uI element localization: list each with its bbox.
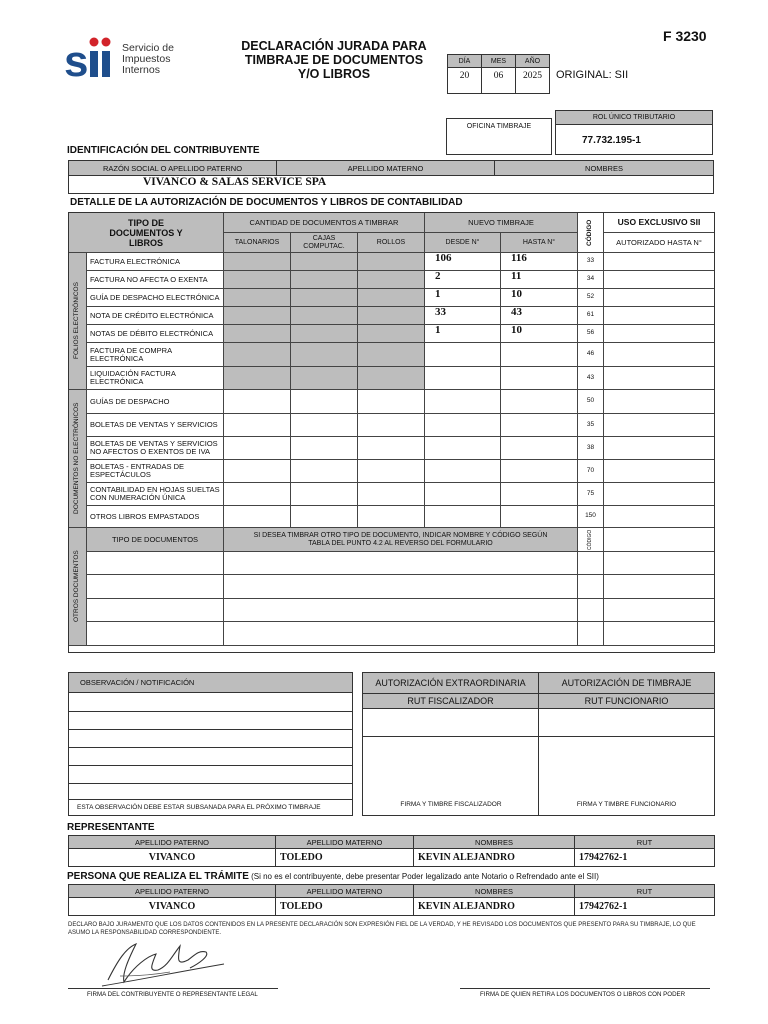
talonarios-field[interactable] bbox=[224, 271, 291, 289]
autorizado-header: AUTORIZADO HASTA N° bbox=[604, 233, 715, 253]
original-label: ORIGINAL: SII bbox=[556, 69, 629, 81]
document-code: 56 bbox=[578, 325, 604, 343]
cajas-field[interactable] bbox=[291, 271, 358, 289]
rut-box[interactable] bbox=[555, 110, 713, 155]
rollos-field[interactable] bbox=[358, 367, 425, 390]
hasta-field[interactable] bbox=[501, 460, 578, 483]
hasta-field[interactable]: 116 bbox=[501, 253, 578, 271]
cajas-field[interactable] bbox=[291, 307, 358, 325]
rep-rut-value[interactable]: 17942762-1 bbox=[575, 849, 715, 867]
autorizado-field[interactable] bbox=[604, 437, 715, 460]
talonarios-field[interactable] bbox=[224, 460, 291, 483]
document-code: 50 bbox=[578, 390, 604, 414]
document-type-label: NOTA DE CRÉDITO ELECTRÓNICA bbox=[87, 307, 224, 325]
autorizacion-extraordinaria-header: AUTORIZACIÓN EXTRAORDINARIA bbox=[363, 673, 539, 694]
otros-nombre-field[interactable] bbox=[224, 599, 578, 622]
autorizacion-timbraje-header: AUTORIZACIÓN DE TIMBRAJE bbox=[539, 673, 714, 694]
cajas-field[interactable] bbox=[291, 289, 358, 307]
desde-header: DESDE N° bbox=[425, 233, 501, 253]
otros-uso-field[interactable] bbox=[604, 528, 715, 552]
document-code: 43 bbox=[578, 367, 604, 390]
rut-value: 77.732.195-1 bbox=[582, 135, 641, 146]
cajas-field[interactable] bbox=[291, 253, 358, 271]
document-type-label: BOLETAS - ENTRADAS DE ESPECTÁCULOS bbox=[87, 460, 224, 483]
cajas-field[interactable] bbox=[291, 483, 358, 506]
otros-tipo-header: TIPO DE DOCUMENTOS bbox=[87, 528, 224, 552]
day-value[interactable]: 20 bbox=[448, 68, 482, 93]
desde-field[interactable]: 1 bbox=[425, 289, 501, 307]
document-code: 33 bbox=[578, 253, 604, 271]
document-code: 61 bbox=[578, 307, 604, 325]
detalle-title: DETALLE DE LA AUTORIZACIÓN DE DOCUMENTOS Y LIBROS DE CONTABILIDAD bbox=[70, 197, 463, 208]
autorizado-field[interactable] bbox=[604, 289, 715, 307]
document-type-label: FACTURA ELECTRÓNICA bbox=[87, 253, 224, 271]
document-type-label: OTROS LIBROS EMPASTADOS bbox=[87, 506, 224, 528]
document-type-label: GUÍAS DE DESPACHO bbox=[87, 390, 224, 414]
desde-field[interactable] bbox=[425, 506, 501, 528]
autorizacion-box bbox=[362, 672, 715, 816]
otros-tipo-field[interactable] bbox=[87, 599, 224, 622]
observacion-line[interactable] bbox=[69, 748, 352, 766]
hasta-field[interactable] bbox=[501, 483, 578, 506]
autorizado-field[interactable] bbox=[604, 325, 715, 343]
otros-codigo-field[interactable] bbox=[578, 552, 604, 575]
otros-codigo-field[interactable] bbox=[578, 575, 604, 599]
firma-contribuyente-line[interactable] bbox=[68, 988, 278, 989]
rep-apellido-paterno-label: APELLIDO PATERNO bbox=[69, 836, 276, 849]
apellido-materno-label: APELLIDO MATERNO bbox=[277, 161, 495, 176]
observacion-box bbox=[68, 672, 353, 816]
rep-nombres-label: NOMBRES bbox=[414, 836, 575, 849]
document-code: 34 bbox=[578, 271, 604, 289]
cajas-field[interactable] bbox=[291, 390, 358, 414]
talonarios-header: TALONARIOS bbox=[224, 233, 291, 253]
talonarios-field[interactable] bbox=[224, 483, 291, 506]
firma-retira-label: FIRMA DE QUIEN RETIRA LOS DOCUMENTOS O LIBROS CON PODER bbox=[480, 991, 686, 998]
talonarios-field[interactable] bbox=[224, 437, 291, 460]
otros-nombre-field[interactable] bbox=[224, 575, 578, 599]
desde-field[interactable] bbox=[425, 460, 501, 483]
documentos-no-electronicos-label: DOCUMENTOS NO ELECTRÓNICOS bbox=[73, 402, 81, 515]
tramite-title: PERSONA QUE REALIZA EL TRÁMITE bbox=[67, 871, 249, 882]
tram-apellido-paterno-label: APELLIDO PATERNO bbox=[69, 885, 276, 898]
sii-logo-mark bbox=[64, 36, 120, 82]
cajas-header: CAJAS COMPUTAC. bbox=[291, 233, 358, 253]
desde-field[interactable]: 2 bbox=[425, 271, 501, 289]
talonarios-field[interactable] bbox=[224, 325, 291, 343]
observacion-footer: ESTA OBSERVACIÓN DEBE ESTAR SUBSANADA PARA EL PRÓXIMO TIMBRAJE bbox=[77, 804, 321, 811]
document-code: 46 bbox=[578, 343, 604, 367]
rollos-field[interactable] bbox=[358, 253, 425, 271]
contribuyente-title: IDENTIFICACIÓN DEL CONTRIBUYENTE bbox=[67, 145, 260, 156]
otros-codigo-field[interactable] bbox=[578, 622, 604, 646]
cajas-field[interactable] bbox=[291, 325, 358, 343]
date-box bbox=[447, 54, 550, 94]
rep-apellido-paterno-value[interactable]: VIVANCO bbox=[69, 849, 276, 867]
razon-social-value[interactable]: VIVANCO & SALAS SERVICE SPA bbox=[143, 176, 327, 188]
sii-logo-text: Servicio de Impuestos Internos bbox=[122, 42, 174, 76]
nuevo-timbraje-header: NUEVO TIMBRAJE bbox=[425, 213, 578, 233]
rollos-field[interactable] bbox=[358, 271, 425, 289]
autorizado-field[interactable] bbox=[604, 390, 715, 414]
autorizado-field[interactable] bbox=[604, 483, 715, 506]
oficina-timbraje-label: OFICINA TIMBRAJE bbox=[466, 123, 532, 130]
hasta-field[interactable] bbox=[501, 367, 578, 390]
sii-logo bbox=[64, 36, 194, 82]
rollos-field[interactable] bbox=[358, 437, 425, 460]
cajas-field[interactable] bbox=[291, 460, 358, 483]
rollos-field[interactable] bbox=[358, 325, 425, 343]
tramite-note: (Si no es el contribuyente, debe presentar Poder legalizado ante Notario o Refrendado ante el SII) bbox=[251, 872, 599, 881]
tramite-table bbox=[68, 884, 715, 916]
form-title: DECLARACIÓN JURADA PARA TIMBRAJE DE DOCUMENTOS Y/O LIBROS bbox=[241, 39, 427, 81]
desde-field[interactable]: 1 bbox=[425, 325, 501, 343]
hasta-header: HASTA N° bbox=[501, 233, 578, 253]
cajas-field[interactable] bbox=[291, 414, 358, 437]
desde-field[interactable] bbox=[425, 437, 501, 460]
desde-field[interactable] bbox=[425, 414, 501, 437]
tram-rut-value[interactable]: 17942762-1 bbox=[575, 898, 715, 916]
document-code: 52 bbox=[578, 289, 604, 307]
desde-field[interactable] bbox=[425, 343, 501, 367]
day-label: DÍA bbox=[448, 55, 482, 68]
document-code: 150 bbox=[578, 506, 604, 528]
desde-field[interactable] bbox=[425, 367, 501, 390]
talonarios-field[interactable] bbox=[224, 343, 291, 367]
rollos-field[interactable] bbox=[358, 307, 425, 325]
group-column bbox=[69, 528, 87, 646]
hasta-field[interactable] bbox=[501, 437, 578, 460]
autorizado-field[interactable] bbox=[604, 414, 715, 437]
otros-tipo-field[interactable] bbox=[87, 552, 224, 575]
rollos-field[interactable] bbox=[358, 343, 425, 367]
rep-nombres-value[interactable]: KEVIN ALEJANDRO bbox=[414, 849, 575, 867]
firma-retira-line[interactable] bbox=[460, 988, 710, 989]
hasta-field[interactable]: 10 bbox=[501, 289, 578, 307]
otros-codigo-header bbox=[578, 528, 604, 552]
otros-tipo-field[interactable] bbox=[87, 622, 224, 646]
rut-fiscalizador-label: RUT FISCALIZADOR bbox=[363, 694, 539, 709]
otros-autorizado-field[interactable] bbox=[604, 622, 715, 646]
detalle-table bbox=[68, 212, 714, 652]
group-column bbox=[69, 253, 87, 390]
document-type-label: FACTURA DE COMPRA ELECTRÓNICA bbox=[87, 343, 224, 367]
tram-apellido-materno-label: APELLIDO MATERNO bbox=[276, 885, 414, 898]
desde-field[interactable] bbox=[425, 483, 501, 506]
observacion-line[interactable] bbox=[69, 693, 352, 712]
observacion-line[interactable] bbox=[69, 730, 352, 748]
otros-nombre-field[interactable] bbox=[224, 622, 578, 646]
document-code: 38 bbox=[578, 437, 604, 460]
form-code: F 3230 bbox=[663, 28, 707, 44]
group-column bbox=[69, 390, 87, 528]
oficina-timbraje-box[interactable] bbox=[446, 118, 552, 155]
firma-fiscalizador-label: FIRMA Y TIMBRE FISCALIZADOR bbox=[400, 801, 502, 808]
cajas-field[interactable] bbox=[291, 343, 358, 367]
rollos-field[interactable] bbox=[358, 414, 425, 437]
autorizado-field[interactable] bbox=[604, 307, 715, 325]
otros-autorizado-field[interactable] bbox=[604, 552, 715, 575]
document-type-label: GUÍA DE DESPACHO ELECTRÓNICA bbox=[87, 289, 224, 307]
tram-rut-label: RUT bbox=[575, 885, 715, 898]
rollos-field[interactable] bbox=[358, 289, 425, 307]
hasta-field[interactable] bbox=[501, 506, 578, 528]
rep-apellido-materno-label: APELLIDO MATERNO bbox=[276, 836, 414, 849]
svg-text:s: s bbox=[64, 37, 87, 82]
observacion-label: OBSERVACIÓN / NOTIFICACIÓN bbox=[69, 673, 352, 693]
tram-apellido-paterno-value[interactable]: VIVANCO bbox=[69, 898, 276, 916]
document-code: 70 bbox=[578, 460, 604, 483]
tram-apellido-materno-value[interactable]: TOLEDO bbox=[276, 898, 414, 916]
rep-rut-label: RUT bbox=[575, 836, 715, 849]
talonarios-field[interactable] bbox=[224, 390, 291, 414]
cajas-field[interactable] bbox=[291, 506, 358, 528]
talonarios-field[interactable] bbox=[224, 307, 291, 325]
document-code: 35 bbox=[578, 414, 604, 437]
talonarios-field[interactable] bbox=[224, 367, 291, 390]
hasta-field[interactable] bbox=[501, 414, 578, 437]
otros-codigo-field[interactable] bbox=[578, 599, 604, 622]
tipo-header: TIPO DE DOCUMENTOS Y LIBROS bbox=[69, 213, 224, 253]
document-type-label: BOLETAS DE VENTAS Y SERVICIOS NO AFECTOS O EXENTOS DE IVA bbox=[87, 437, 224, 460]
hasta-field[interactable]: 10 bbox=[501, 325, 578, 343]
talonarios-field[interactable] bbox=[224, 506, 291, 528]
representante-table bbox=[68, 835, 715, 867]
otros-codigo-label: CÓDIGO bbox=[586, 529, 593, 550]
month-value[interactable]: 06 bbox=[482, 68, 516, 93]
observacion-line[interactable] bbox=[69, 766, 352, 784]
hasta-field[interactable] bbox=[501, 343, 578, 367]
tram-nombres-value[interactable]: KEVIN ALEJANDRO bbox=[414, 898, 575, 916]
hasta-field[interactable] bbox=[501, 390, 578, 414]
document-type-label: LIQUIDACIÓN FACTURA ELECTRÓNICA bbox=[87, 367, 224, 390]
cantidad-header: CANTIDAD DE DOCUMENTOS A TIMBRAR bbox=[224, 213, 425, 233]
document-type-label: NOTAS DE DÉBITO ELECTRÓNICA bbox=[87, 325, 224, 343]
year-label: AÑO bbox=[516, 55, 549, 68]
tram-nombres-label: NOMBRES bbox=[414, 885, 575, 898]
folios-electronicos-label: FOLIOS ELECTRÓNICOS bbox=[73, 282, 81, 360]
cajas-field[interactable] bbox=[291, 367, 358, 390]
otros-autorizado-field[interactable] bbox=[604, 575, 715, 599]
year-value[interactable]: 2025 bbox=[523, 71, 542, 81]
otros-instruction: SI DESEA TIMBRAR OTRO TIPO DE DOCUMENTO, INDICAR NOMBRE Y CÓDIGO SEGÚN TABLA DEL PUNTO 4.2 AL REVERSO DEL FORMULARIO bbox=[224, 528, 578, 552]
otros-nombre-field[interactable] bbox=[224, 552, 578, 575]
desde-field[interactable] bbox=[425, 390, 501, 414]
codigo-header: CÓDIGO bbox=[586, 219, 594, 246]
autorizado-field[interactable] bbox=[604, 271, 715, 289]
signature-image bbox=[98, 930, 228, 992]
rut-funcionario-label: RUT FUNCIONARIO bbox=[539, 694, 714, 709]
declaracion-text: DECLARO BAJO JURAMENTO QUE LOS DATOS CONTENIDOS EN LA PRESENTE DECLARACIÓN SON EXPRESIÓN FIEL DE LA VERDAD, Y HE REVISADO LOS DOCUMENTOS QUE PRESENTO PARA SU TIMBRAJE, LO QUE ASUMO LA RESPONSABILIDAD CORRESPONDIENTE. bbox=[68, 922, 696, 936]
document-type-label: FACTURA NO AFECTA O EXENTA bbox=[87, 271, 224, 289]
otros-tipo-field[interactable] bbox=[87, 575, 224, 599]
representante-title: REPRESENTANTE bbox=[67, 822, 155, 833]
firma-funcionario-label: FIRMA Y TIMBRE FUNCIONARIO bbox=[576, 801, 677, 808]
autorizado-field[interactable] bbox=[604, 343, 715, 367]
talonarios-field[interactable] bbox=[224, 289, 291, 307]
document-type-label: CONTABILIDAD EN HOJAS SUELTAS CON NUMERACIÓN ÚNICA bbox=[87, 483, 224, 506]
autorizado-field[interactable] bbox=[604, 506, 715, 528]
rut-fiscalizador-field[interactable] bbox=[363, 709, 539, 737]
nombres-label: NOMBRES bbox=[495, 161, 713, 176]
autorizado-field[interactable] bbox=[604, 367, 715, 390]
rep-apellido-materno-value[interactable]: TOLEDO bbox=[276, 849, 414, 867]
observacion-line[interactable] bbox=[69, 784, 352, 800]
firma-contribuyente-label: FIRMA DEL CONTRIBUYENTE O REPRESENTANTE LEGAL bbox=[87, 991, 258, 998]
document-type-label: BOLETAS DE VENTAS Y SERVICIOS bbox=[87, 414, 224, 437]
rollos-field[interactable] bbox=[358, 506, 425, 528]
contribuyente-box bbox=[68, 160, 714, 194]
rut-funcionario-field[interactable] bbox=[539, 709, 714, 737]
autorizado-field[interactable] bbox=[604, 253, 715, 271]
hasta-field[interactable]: 11 bbox=[501, 271, 578, 289]
razon-social-label: RAZÓN SOCIAL O APELLIDO PATERNO bbox=[69, 161, 277, 176]
autorizado-field[interactable] bbox=[604, 460, 715, 483]
otros-autorizado-field[interactable] bbox=[604, 599, 715, 622]
desde-field[interactable]: 106 bbox=[425, 253, 501, 271]
hasta-field[interactable]: 43 bbox=[501, 307, 578, 325]
tramite-title-row bbox=[67, 871, 599, 882]
document-code: 75 bbox=[578, 483, 604, 506]
rollos-field[interactable] bbox=[358, 483, 425, 506]
month-label: MES bbox=[482, 55, 516, 68]
rollos-field[interactable] bbox=[358, 460, 425, 483]
desde-field[interactable]: 33 bbox=[425, 307, 501, 325]
talonarios-field[interactable] bbox=[224, 253, 291, 271]
rut-label: ROL ÚNICO TRIBUTARIO bbox=[556, 111, 712, 125]
otros-documentos-label: OTROS DOCUMENTOS bbox=[73, 550, 81, 623]
cajas-field[interactable] bbox=[291, 437, 358, 460]
rollos-field[interactable] bbox=[358, 390, 425, 414]
uso-exclusivo-header: USO EXCLUSIVO SII bbox=[604, 213, 715, 233]
rollos-header: ROLLOS bbox=[358, 233, 425, 253]
talonarios-field[interactable] bbox=[224, 414, 291, 437]
observacion-line[interactable] bbox=[69, 712, 352, 730]
